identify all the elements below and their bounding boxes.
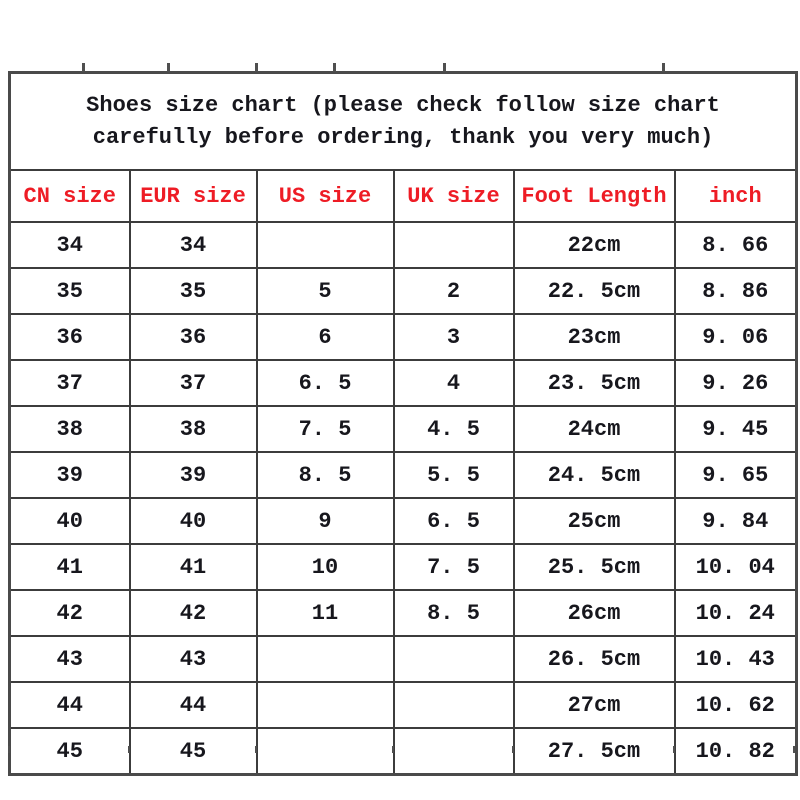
table-cell: 25. 5cm <box>514 544 675 590</box>
col-header-foot-length: Foot Length <box>514 170 675 222</box>
table-cell <box>394 728 514 775</box>
table-cell: 40 <box>10 498 130 544</box>
table-cell: 5. 5 <box>394 452 514 498</box>
table-cell <box>394 682 514 728</box>
border-tick-artifact <box>255 63 258 72</box>
col-header-inch: inch <box>675 170 797 222</box>
border-tick-artifact <box>512 746 514 753</box>
table-cell: 23cm <box>514 314 675 360</box>
table-cell: 7. 5 <box>394 544 514 590</box>
table-cell: 3 <box>394 314 514 360</box>
size-chart-table <box>8 71 798 776</box>
table-cell: 40 <box>130 498 257 544</box>
table-cell: 35 <box>130 268 257 314</box>
table-cell: 42 <box>130 590 257 636</box>
table-cell: 6. 5 <box>257 360 394 406</box>
table-cell: 9. 26 <box>675 360 797 406</box>
table-row <box>10 452 797 498</box>
table-cell: 10. 24 <box>675 590 797 636</box>
table-cell: 27. 5cm <box>514 728 675 775</box>
table-cell: 4 <box>394 360 514 406</box>
table-cell <box>257 682 394 728</box>
border-tick-artifact <box>128 746 130 753</box>
table-cell: 2 <box>394 268 514 314</box>
table-cell: 9. 84 <box>675 498 797 544</box>
border-tick-artifact <box>673 746 675 753</box>
chart-title <box>10 73 797 171</box>
table-cell: 23. 5cm <box>514 360 675 406</box>
table-cell: 4. 5 <box>394 406 514 452</box>
table-cell: 39 <box>10 452 130 498</box>
chart-title-line-2: carefully before ordering, thank you very much) <box>92 124 714 150</box>
table-cell: 10 <box>257 544 394 590</box>
title-row <box>10 73 797 171</box>
border-tick-artifact <box>255 746 257 753</box>
table-cell: 22cm <box>514 222 675 268</box>
table-cell: 35 <box>10 268 130 314</box>
table-row <box>10 406 797 452</box>
table-cell: 41 <box>130 544 257 590</box>
table-cell: 9 <box>257 498 394 544</box>
col-header-uk-size: UK size <box>394 170 514 222</box>
table-cell: 25cm <box>514 498 675 544</box>
table-cell: 44 <box>130 682 257 728</box>
table-cell: 36 <box>130 314 257 360</box>
border-tick-artifact <box>167 63 170 72</box>
table-cell: 11 <box>257 590 394 636</box>
table-cell: 37 <box>10 360 130 406</box>
table-cell: 39 <box>130 452 257 498</box>
table-row <box>10 636 797 682</box>
table-cell: 22. 5cm <box>514 268 675 314</box>
table-cell: 7. 5 <box>257 406 394 452</box>
table-cell <box>257 728 394 775</box>
table-cell: 45 <box>130 728 257 775</box>
table-cell: 34 <box>10 222 130 268</box>
table-row <box>10 268 797 314</box>
chart-title-line-1: Shoes size chart (please check follow size chart <box>86 92 720 118</box>
table-cell: 43 <box>10 636 130 682</box>
table-row <box>10 314 797 360</box>
table-cell: 8. 5 <box>257 452 394 498</box>
col-header-cn-size: CN size <box>10 170 130 222</box>
border-tick-artifact <box>8 746 10 753</box>
table-cell <box>257 636 394 682</box>
table-cell: 6. 5 <box>394 498 514 544</box>
col-header-us-size: US size <box>257 170 394 222</box>
table-cell: 41 <box>10 544 130 590</box>
header-row <box>10 170 797 222</box>
table-cell: 38 <box>10 406 130 452</box>
border-tick-artifact <box>793 746 795 753</box>
table-cell: 10. 62 <box>675 682 797 728</box>
table-cell <box>394 222 514 268</box>
table-cell: 8. 66 <box>675 222 797 268</box>
table-cell: 44 <box>10 682 130 728</box>
table-cell: 42 <box>10 590 130 636</box>
table-cell: 24. 5cm <box>514 452 675 498</box>
table-row <box>10 590 797 636</box>
table-cell: 10. 43 <box>675 636 797 682</box>
table-cell: 43 <box>130 636 257 682</box>
table-cell: 36 <box>10 314 130 360</box>
table-cell: 27cm <box>514 682 675 728</box>
table-cell: 9. 06 <box>675 314 797 360</box>
border-tick-artifact <box>333 63 336 72</box>
table-row <box>10 360 797 406</box>
table-cell: 9. 45 <box>675 406 797 452</box>
border-tick-artifact <box>82 63 85 72</box>
table-cell: 45 <box>10 728 130 775</box>
table-row <box>10 222 797 268</box>
table-cell: 10. 04 <box>675 544 797 590</box>
table-cell <box>394 636 514 682</box>
table-cell: 37 <box>130 360 257 406</box>
border-tick-artifact <box>392 746 394 753</box>
table-row <box>10 544 797 590</box>
table-cell: 26cm <box>514 590 675 636</box>
table-cell: 38 <box>130 406 257 452</box>
table-row <box>10 498 797 544</box>
border-tick-artifact <box>662 63 665 72</box>
table-cell: 24cm <box>514 406 675 452</box>
table-cell: 8. 86 <box>675 268 797 314</box>
col-header-eur-size: EUR size <box>130 170 257 222</box>
table-body <box>10 222 797 775</box>
border-tick-artifact <box>443 63 446 72</box>
table-cell: 34 <box>130 222 257 268</box>
table-cell <box>257 222 394 268</box>
table-cell: 26. 5cm <box>514 636 675 682</box>
table-row <box>10 682 797 728</box>
table-cell: 9. 65 <box>675 452 797 498</box>
table-cell: 5 <box>257 268 394 314</box>
table-cell: 6 <box>257 314 394 360</box>
table-cell: 8. 5 <box>394 590 514 636</box>
table-cell: 10. 82 <box>675 728 797 775</box>
